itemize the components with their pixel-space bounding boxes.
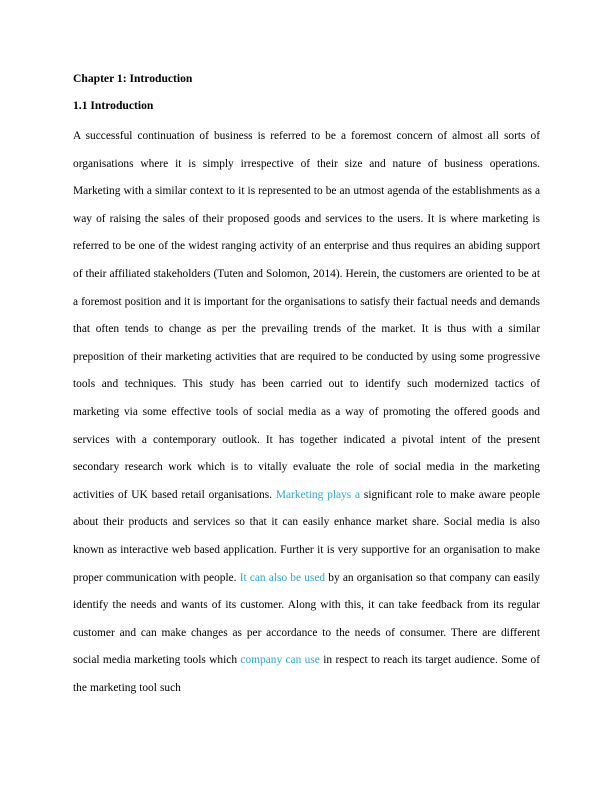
introduction-paragraph bbox=[73, 123, 540, 702]
paragraph-text: significant role to make aware people about their products and services so that it can easily enhance market share. Social media is also known as interactive web based application. Further it is very supportive for an organisation to make proper communication with people. bbox=[73, 488, 540, 584]
paragraph-text: by an organisation so that company can easily identify the needs and wants of its customer. Along with this, it can take feedback from its regular customer and can make changes as per accordance to the needs of consumer. There are different social media marketing tools which bbox=[73, 571, 540, 667]
highlighted-phrase: It can also be used bbox=[239, 571, 326, 584]
chapter-title: Chapter 1: Introduction bbox=[73, 72, 193, 85]
highlighted-phrase: company can use bbox=[240, 654, 320, 667]
highlighted-phrase: Marketing plays a bbox=[275, 488, 361, 501]
paragraph-text: A successful continuation of business is referred to be a foremost concern of almost all sorts of organisations where it is simply irrespective of their size and nature of business operations. Marketing with a similar context to it is represented to be an utmost agenda of the establishments as a way of raising the sales of their proposed goods and services to the users. It is where marketing is referred to be one of the widest ranging activity of an enterprise and thus requires an abiding support of their affiliated stakeholders (Tuten and Solomon, 2014). Herein, the customers are oriented to be at a foremost position and it is important for the organisations to satisfy their factual needs and demands that often tends to change as per the prevailing trends of the market. It is thus with a similar preposition of their marketing activities that are required to be conducted by using some progressive tools and techniques. This study has been carried out to identify such modernized tactics of marketing via some effective tools of social media as a way of promoting the offered goods and services with a contemporary outlook. It has together indicated a pivotal intent of the present secondary research work which is to vitally evaluate the role of social media in the marketing activities of UK based retail organisations. bbox=[73, 130, 540, 501]
paragraph-text: in respect to reach its target audience. Some of the marketing tool such bbox=[73, 654, 540, 694]
section-title: 1.1 Introduction bbox=[73, 99, 154, 112]
